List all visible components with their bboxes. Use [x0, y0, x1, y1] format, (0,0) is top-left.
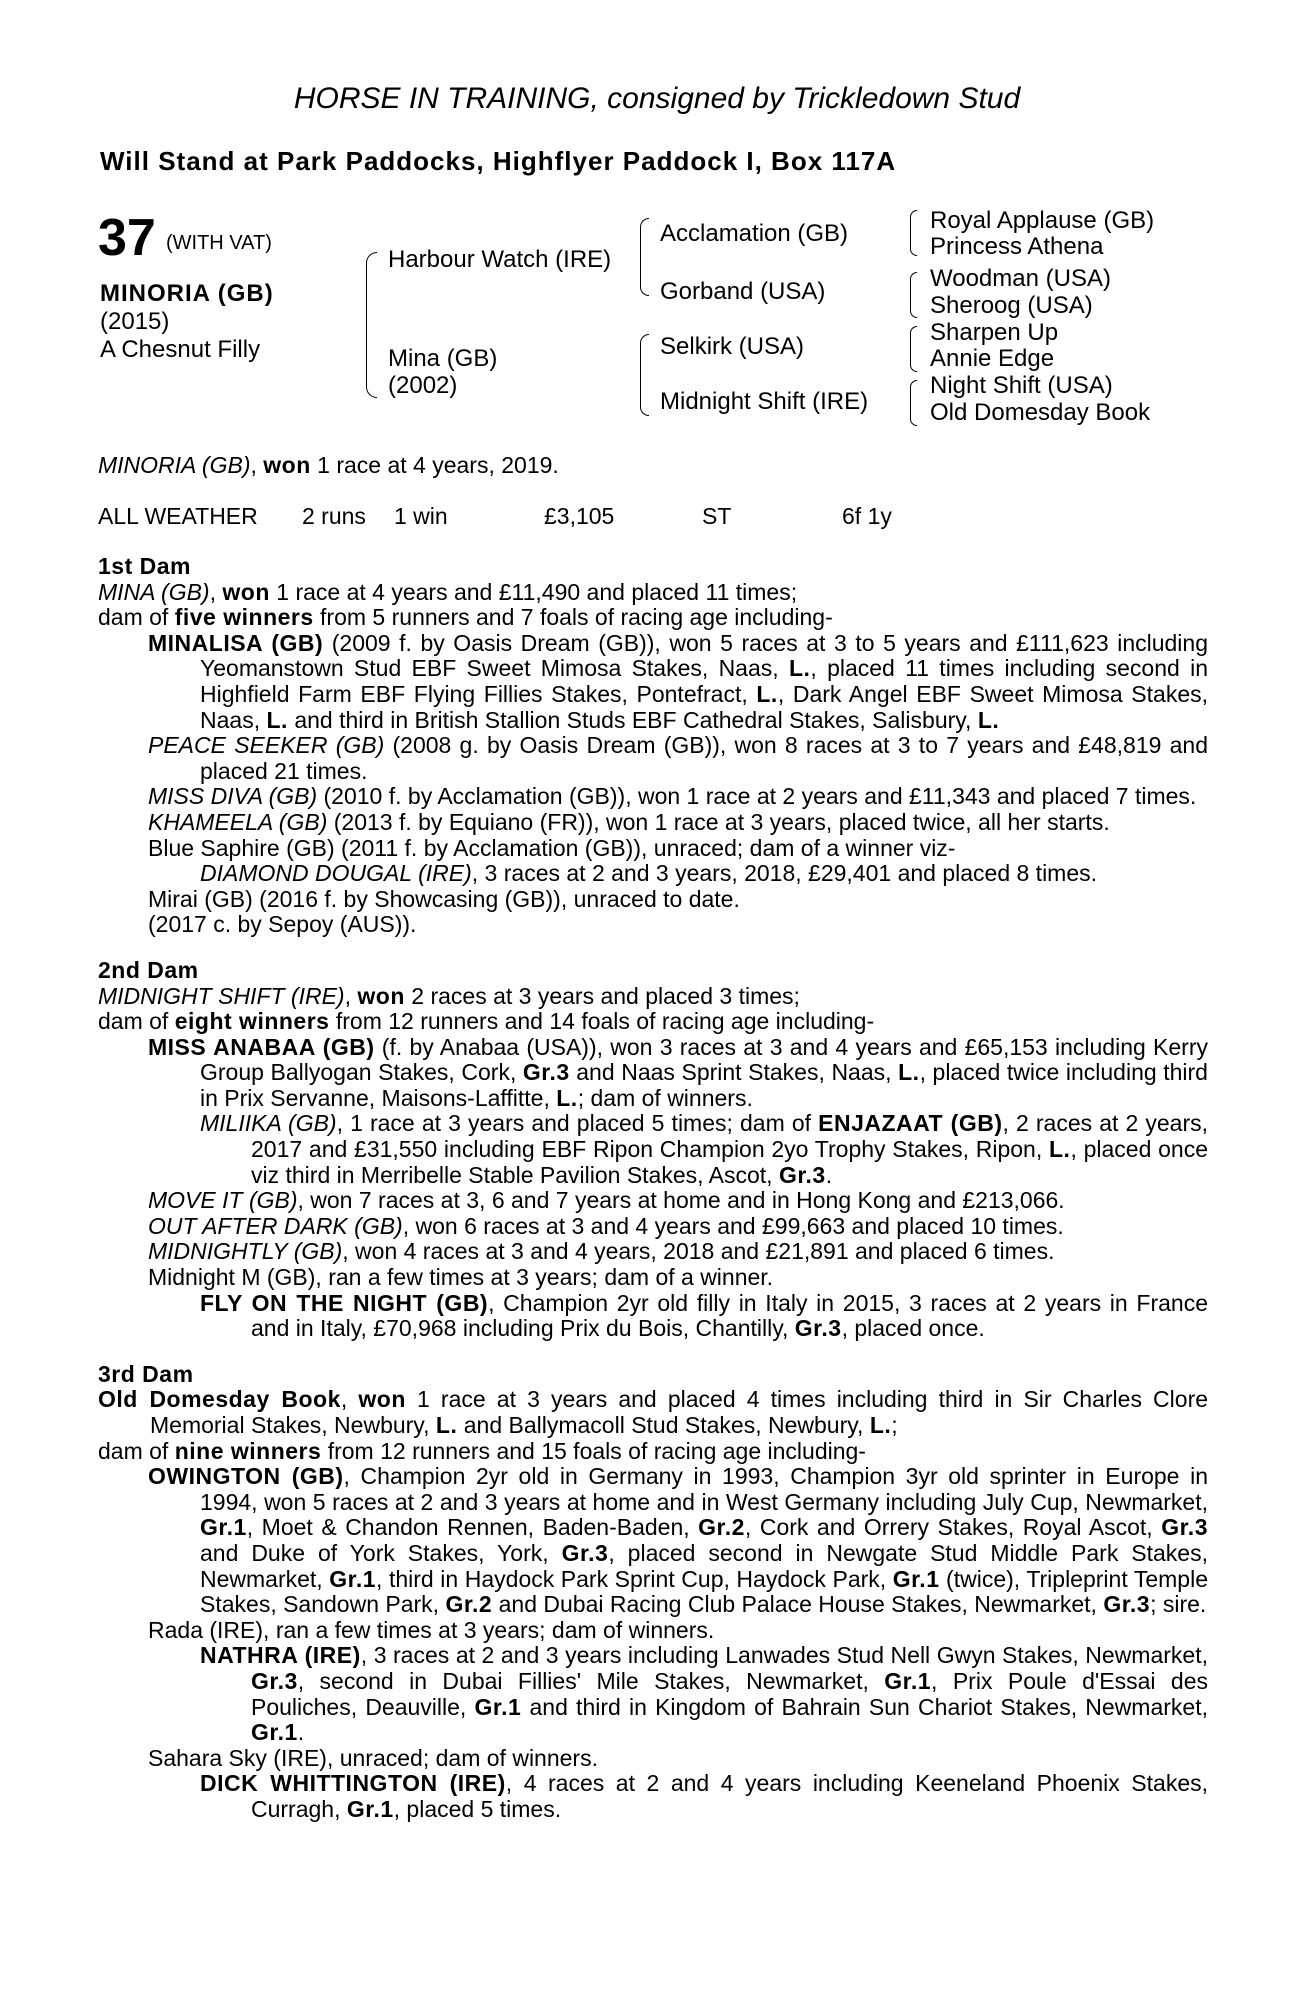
horse-name: MINORIA (GB): [100, 280, 274, 307]
group-mark: Gr.3: [778, 1161, 826, 1188]
text: , 3 races at 2 and 3 years, 2018, £29,401 and placed 8 times.: [471, 860, 1098, 887]
third-dam-line: [98, 1387, 1208, 1438]
aw-prize: £3,105: [544, 503, 615, 529]
first-dam-line: MINA (GB), won 1 race at 4 years and £11,490 and placed 11 times;: [98, 578, 798, 605]
text: , Dark Angel EBF Sweet Mimosa Stakes, Naas,: [200, 680, 1208, 733]
dam-history: [98, 554, 1208, 1823]
text: , won 7 races at 3, 6 and 7 years at home and in Hong Kong and £213,066.: [297, 1187, 1065, 1214]
summary-horse-name: MINORIA (GB): [98, 452, 251, 478]
text: , Moet & Chandon Rennen, Baden-Baden,: [246, 1514, 699, 1541]
produce-name: MISS DIVA (GB): [148, 783, 318, 810]
produce-name: DIAMOND DOUGAL (IRE): [200, 860, 472, 887]
winners-count: nine winners: [174, 1437, 322, 1464]
text: , third in Haydock Park Sprint Cup, Haydock Park,: [376, 1565, 893, 1592]
summary-text: 1 race at 4 years, 2019.: [310, 452, 559, 478]
winners-count: eight winners: [174, 1008, 330, 1035]
group-mark: Gr.1: [884, 1667, 932, 1694]
first-dam-heading: 1st Dam: [98, 553, 191, 579]
listed-mark: L.: [869, 1412, 892, 1438]
text: , 3 races at 2 and 3 years including Lanwades Stud Nell Gwyn Stakes, Newmarket,: [360, 1642, 1208, 1669]
text: ;: [891, 1412, 898, 1438]
second-dam-won: won: [357, 982, 405, 1009]
group-mark: Gr.1: [346, 1795, 394, 1822]
text: , Champion 2yr old filly in Italy in 2015, 3 races at 2 years in France and in Italy, £70,968 including Prix du Bois, Chantilly,: [251, 1289, 1208, 1342]
text: , placed 5 times.: [393, 1795, 562, 1822]
pedigree-sire: Harbour Watch (IRE): [388, 246, 612, 273]
third-dam-produce-1: [98, 1464, 1208, 1618]
third-dam-grandproduce-2: [98, 1771, 1208, 1822]
text: 2 races at 3 years and placed 3 times;: [404, 982, 800, 1009]
group-mark: Gr.3: [561, 1539, 609, 1566]
second-dam-produce-3: [98, 1214, 1208, 1240]
first-dam-produce-4: [98, 810, 1208, 836]
horse-description: A Chesnut Filly: [100, 336, 261, 363]
pedigree-bracket-ds: [910, 326, 917, 372]
produce-name: MOVE IT (GB): [148, 1187, 298, 1214]
summary-won: won: [263, 452, 311, 478]
aw-wins: 1 win: [394, 503, 448, 529]
produce-name: MISS ANABAA (GB): [148, 1033, 375, 1060]
pedigree-dds: Night Shift (USA): [930, 372, 1113, 399]
text: , won 4 races at 3 and 4 years, 2018 and £21,891 and placed 6 times.: [342, 1238, 1055, 1265]
group-mark: Gr.2: [698, 1514, 745, 1541]
second-dam-grandproduce-2: [98, 1291, 1208, 1342]
second-dam-produce-2: [98, 1188, 1208, 1214]
first-dam-produce-1: [98, 631, 1208, 733]
produce-name: OUT AFTER DARK (GB): [148, 1212, 403, 1239]
text: , 1 race at 3 years and placed 5 times; dam of: [336, 1110, 819, 1137]
text: (f. by Anabaa (USA)), won 3 races at 3 and 4 years and £65,153 including Kerry Group Ballyogan Stakes, Cork,: [200, 1033, 1208, 1086]
text: , won 6 races at 3 and 4 years and £99,663 and placed 10 times.: [402, 1212, 1064, 1239]
produce-name: KHAMEELA (GB): [148, 808, 328, 835]
text: (2009 f. by Oasis Dream (GB)), won 5 races at 3 to 5 years and £111,623 including Yeomanstown Stud EBF Sweet Mimosa Stakes, Naas,: [200, 629, 1209, 682]
listed-mark: L.: [556, 1084, 578, 1111]
text: and Dubai Racing Club Palace House Stakes, Newmarket,: [492, 1591, 1104, 1618]
text: dam of: [98, 1008, 175, 1035]
text: and Duke of York Stakes, York,: [200, 1539, 562, 1566]
group-mark: Gr.1: [892, 1565, 940, 1592]
listed-mark: L.: [788, 655, 811, 682]
second-dam-produce-4: [98, 1239, 1208, 1265]
group-mark: Gr.1: [474, 1693, 522, 1720]
third-dam-grandproduce-1: [98, 1643, 1208, 1745]
second-dam-produce-line: [98, 1009, 1208, 1035]
text: , placed 11 times including second in Highfield Farm EBF Flying Fillies Stakes, Pontefract,: [200, 655, 1208, 707]
pedigree-bracket-dd: [910, 380, 917, 426]
listed-mark: L.: [1049, 1136, 1071, 1163]
text: from 12 runners and 15 foals of racing age including-: [321, 1437, 866, 1464]
group-mark: Gr.3: [1103, 1591, 1151, 1618]
produce-name: DICK WHITTINGTON (IRE): [200, 1770, 506, 1797]
text: (2008 g. by Oasis Dream (GB)), won 8 races at 3 to 7 years and £48,819 and placed 21 times.: [200, 732, 1208, 784]
listed-mark: L.: [898, 1059, 920, 1086]
pedigree-bracket-sire: [640, 218, 649, 296]
group-mark: Gr.3: [522, 1059, 570, 1086]
group-mark: Gr.1: [200, 1514, 247, 1541]
produce-name-bold: ENJAZAAT (GB): [818, 1110, 1003, 1137]
text: , placed twice including third in Prix Servanne, Maisons-Laffitte,: [200, 1059, 1208, 1111]
pedigree-dsd: Annie Edge: [930, 345, 1055, 372]
first-dam-produce-7: (2017 c. by Sepoy (AUS)).: [148, 911, 417, 938]
pedigree-sdd: Sheroog (USA): [930, 292, 1093, 319]
aw-track: ST: [702, 503, 732, 529]
second-dam-line: MIDNIGHT SHIFT (IRE), won 2 races at 3 years and placed 3 times;: [98, 982, 800, 1009]
page-header: HORSE IN TRAINING, consigned by Trickledown Stud: [293, 82, 1021, 115]
race-summary: MINORIA (GB), won 1 race at 4 years, 2019.: [98, 452, 559, 478]
lot-number: 37: [98, 209, 156, 267]
text: , Champion 2yr old in Germany in 1993, Champion 3yr old sprinter in Europe in 1994, won 5 races at 2 and 3 years at home and in West Germany including July Cup, Newmarket,: [200, 1463, 1208, 1515]
pedigree-sds: Woodman (USA): [930, 265, 1111, 292]
first-dam-produce-2: [98, 733, 1208, 784]
pedigree-sire-dam: Gorband (USA): [660, 278, 826, 305]
text: from 5 runners and 7 foals of racing age including-: [313, 604, 833, 631]
first-dam-produce-5: Blue Saphire (GB) (2011 f. by Acclamation (GB)), unraced; dam of a winner viz-: [148, 834, 956, 861]
first-dam-record: 1 race at 4 years and £11,490 and placed 11 times;: [269, 578, 798, 605]
aw-label: ALL WEATHER: [98, 503, 258, 529]
group-mark: Gr.2: [445, 1591, 493, 1618]
first-dam-produce-3: [98, 784, 1208, 810]
produce-name: FLY ON THE NIGHT (GB): [200, 1289, 489, 1316]
second-dam-name: MIDNIGHT SHIFT (IRE): [98, 982, 345, 1009]
all-weather-record: [98, 503, 1198, 533]
third-dam-produce-2: Rada (IRE), ran a few times at 3 years; dam of winners.: [148, 1616, 715, 1643]
listed-mark: L.: [756, 680, 778, 707]
third-dam-produce-3: Sahara Sky (IRE), unraced; dam of winners.: [148, 1744, 598, 1771]
pedigree-dam-sire: Selkirk (USA): [660, 333, 805, 360]
text: , 4 races at 2 and 4 years including Keeneland Phoenix Stakes, Curragh,: [251, 1770, 1208, 1822]
pedigree-bracket-sd: [910, 272, 917, 318]
text: .: [825, 1161, 833, 1188]
listed-mark: L.: [435, 1412, 458, 1438]
horse-year: (2015): [100, 308, 170, 335]
text: , Cork and Orrery Stakes, Royal Ascot,: [744, 1514, 1162, 1541]
text: and third in British Stallion Studs EBF Cathedral Stakes, Salisbury,: [287, 706, 978, 733]
text: (2010 f. by Acclamation (GB)), won 1 race at 2 years and £11,343 and placed 7 times.: [317, 783, 1197, 810]
aw-distance: 6f 1y: [842, 503, 892, 529]
produce-name: NATHRA (IRE): [200, 1642, 361, 1669]
pedigree-sss: Royal Applause (GB): [930, 207, 1155, 234]
listed-mark: L.: [266, 706, 288, 733]
winners-count: five winners: [174, 604, 314, 631]
text: dam of: [98, 604, 175, 631]
pedigree-dss: Sharpen Up: [930, 319, 1059, 346]
group-mark: Gr.3: [251, 1667, 298, 1694]
text: dam of: [98, 1437, 175, 1464]
pedigree-ddd: Old Domesday Book: [930, 399, 1151, 426]
text: , placed once viz third in Merribelle Stable Pavilion Stakes, Ascot,: [251, 1136, 1208, 1188]
text: , 2 races at 2 years, 2017 and £31,550 including EBF Ripon Champion 2yo Trophy Stakes, Ripon,: [251, 1110, 1209, 1163]
pedigree-ssd: Princess Athena: [930, 233, 1104, 260]
first-dam-grandproduce-1: [98, 861, 1208, 887]
first-dam-produce-line: [98, 605, 1208, 631]
first-dam-produce-6: Mirai (GB) (2016 f. by Showcasing (GB)), unraced to date.: [148, 885, 740, 912]
first-dam-won: won: [222, 578, 270, 605]
text: and third in Kingdom of Bahrain Sun Chariot Stakes, Newmarket,: [521, 1693, 1208, 1720]
listed-mark: L.: [977, 706, 1000, 733]
second-dam-grandproduce-1: [98, 1111, 1208, 1188]
text: and Naas Sprint Stakes, Naas,: [569, 1059, 899, 1086]
pedigree-bracket-dam: [640, 334, 649, 416]
produce-name: MINALISA (GB): [148, 629, 324, 656]
text: (2013 f. by Equiano (FR)), won 1 race at 3 years, placed twice, all her starts.: [327, 808, 1110, 835]
text: (twice), Tripleprint Temple Stakes, Sandown Park,: [200, 1565, 1209, 1618]
pedigree-bracket-ss: [910, 210, 917, 256]
pedigree-bracket-gen1: [366, 252, 377, 398]
aw-runs: 2 runs: [302, 503, 366, 529]
second-dam-heading: 2nd Dam: [98, 956, 199, 983]
pedigree-dam-year: (2002): [388, 372, 458, 399]
third-dam-name: Old Domesday Book: [98, 1386, 341, 1413]
stand-location: Will Stand at Park Paddocks, Highflyer Paddock I, Box 117A: [100, 146, 897, 176]
second-dam-produce-5: Midnight M (GB), ran a few times at 3 years; dam of a winner.: [148, 1264, 774, 1291]
group-mark: Gr.3: [794, 1315, 842, 1342]
pedigree-dam-dam: Midnight Shift (IRE): [660, 388, 869, 415]
pedigree-dam: Mina (GB): [388, 345, 498, 372]
text: and Ballymacoll Stud Stakes, Newbury,: [457, 1412, 870, 1438]
produce-name: OWINGTON (GB): [148, 1463, 344, 1490]
produce-name: MILIIKA (GB): [200, 1110, 337, 1137]
group-mark: Gr.1: [329, 1565, 377, 1592]
third-dam-produce-line: [98, 1439, 1208, 1465]
text: , placed once.: [841, 1315, 985, 1342]
vat-note: (WITH VAT): [166, 232, 272, 254]
text: 1 race at 3 years and placed 4 times including third in Sir Charles Clore Memorial Stakes, Newbury,: [150, 1386, 1209, 1438]
first-dam-name: MINA (GB): [98, 578, 210, 605]
produce-name: PEACE SEEKER (GB): [148, 732, 385, 759]
text: ; dam of winners.: [577, 1084, 753, 1111]
text: , second in Dubai Fillies' Mile Stakes, Newmarket,: [297, 1667, 885, 1694]
text: , placed second in Newgate Stud Middle Park Stakes, Newmarket,: [200, 1539, 1208, 1592]
text: .: [297, 1719, 305, 1746]
third-dam-won: won: [358, 1386, 406, 1413]
pedigree-sire-sire: Acclamation (GB): [660, 220, 849, 247]
text: ,: [340, 1386, 359, 1413]
second-dam-produce-1: [98, 1035, 1208, 1112]
third-dam-heading: 3rd Dam: [98, 1360, 194, 1387]
text: ; sire.: [1150, 1591, 1207, 1618]
group-mark: Gr.1: [251, 1719, 298, 1746]
group-mark: Gr.3: [1161, 1514, 1208, 1541]
text: , Prix Poule d'Essai des Pouliches, Deauville,: [251, 1667, 1208, 1720]
produce-name: MIDNIGHTLY (GB): [148, 1238, 343, 1265]
text: from 12 runners and 14 foals of racing age including-: [329, 1008, 875, 1035]
